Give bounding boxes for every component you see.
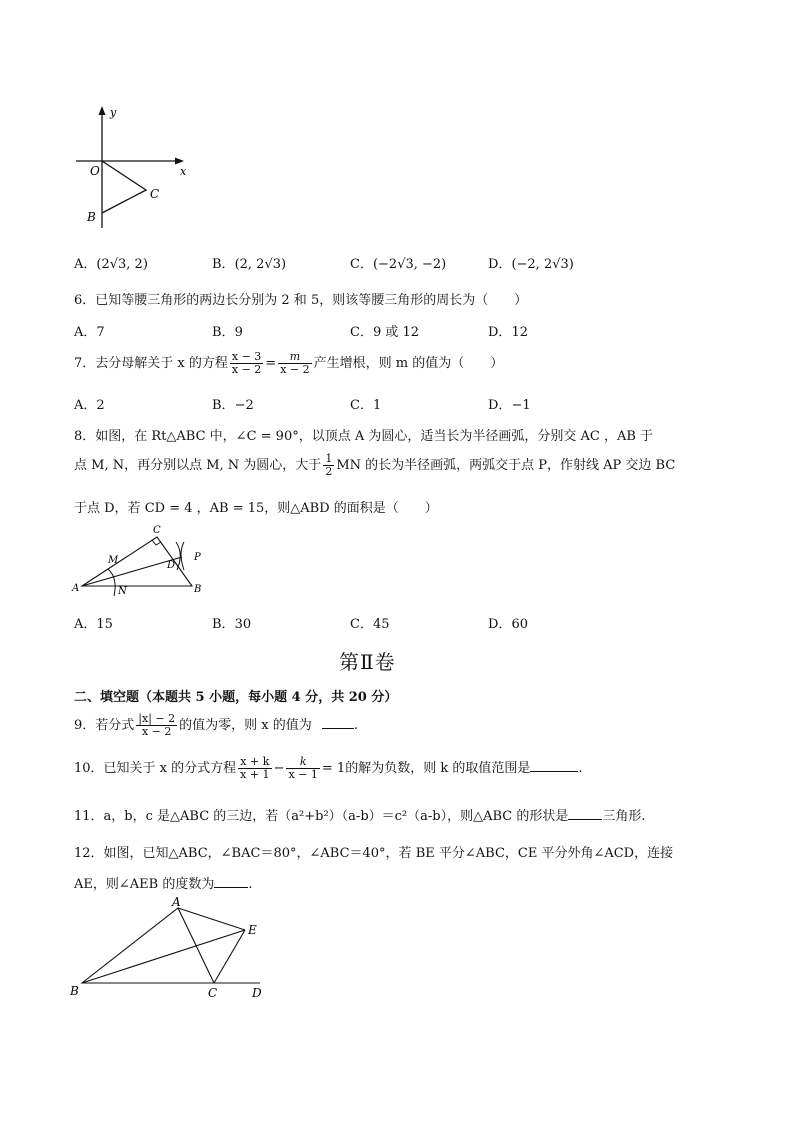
q8-triangle-figure <box>70 520 220 602</box>
label-a: A <box>172 895 181 909</box>
label-b: B <box>194 584 202 595</box>
q6-option-a[interactable]: A．7 <box>74 325 105 340</box>
label-o: O <box>90 164 100 178</box>
q6-option-d[interactable]: D．12 <box>488 325 528 340</box>
arc-p-2 <box>181 542 184 570</box>
triangle-abc <box>82 908 214 983</box>
q7-option-c[interactable]: C．1 <box>350 398 382 413</box>
q5-option-c[interactable]: C．(−2√3, −2) <box>350 257 447 272</box>
q10-stem: 10．已知关于 x 的分式方程 $\frac{x + k}{x + 1}$ − $\frac{k}{x - 1}$ = 1的解为负数，则 k 的取值范围是 . <box>74 755 583 781</box>
label-x: x <box>180 165 187 178</box>
q9-stem: 9．若分式 $\frac{|x| - 2}{x - 2}$ 的值为零，则 x 的值为 . <box>74 712 358 738</box>
label-c: C <box>208 986 218 1000</box>
label-d: D <box>167 560 176 571</box>
section-subtitle: 二、填空题（本题共 5 小题，每小题 4 分，共 20 分） <box>74 690 398 705</box>
q9-answer-blank[interactable] <box>322 716 354 729</box>
q12-triangle-figure <box>68 893 278 1005</box>
q8-option-d[interactable]: D．60 <box>488 617 528 632</box>
arc-p-1 <box>176 542 180 570</box>
q12-stem-line-2: AE，则∠AEB 的度数为 . <box>74 877 253 892</box>
q5-option-a[interactable]: A．(2√3, 2) <box>74 257 148 272</box>
q6-option-c[interactable]: C．9 或 12 <box>350 325 420 340</box>
q10-answer-blank[interactable] <box>530 759 578 772</box>
q7-fraction-1: $\frac{x - 3}{x - 2}$ <box>231 350 262 376</box>
q8-half-fraction: $\frac{1}{2}$ <box>325 452 333 478</box>
y-axis-arrow-icon <box>99 106 106 115</box>
label-d: D <box>252 986 262 1000</box>
q5-option-d-text: (−2, 2√3) <box>511 257 574 272</box>
label-a: A <box>72 583 80 594</box>
q8-option-b[interactable]: B．30 <box>212 617 252 632</box>
triangle-abc <box>82 537 192 586</box>
segment-ae <box>178 908 245 930</box>
q6-stem: 6．已知等腰三角形的两边长分别为 2 和 5，则该等腰三角形的周长为（ ） <box>74 293 528 308</box>
q9-fraction: $\frac{|x| - 2}{x - 2}$ <box>138 712 176 738</box>
q8-option-a[interactable]: A．15 <box>74 617 113 632</box>
q7-option-d[interactable]: D．−1 <box>488 398 531 413</box>
q6-option-b[interactable]: B．9 <box>212 325 243 340</box>
q8-option-c[interactable]: C．45 <box>350 617 390 632</box>
q5-option-a-text: (2√3, 2) <box>96 257 148 272</box>
q11-stem: 11．a，b，c 是△ABC 的三边，若（a²+b²）（a-b）＝c²（a-b），则△ABC 的形状是 三角形. <box>74 809 646 824</box>
label-m: M <box>108 555 119 566</box>
q5-coordinate-figure <box>70 100 200 235</box>
x-axis-arrow-icon <box>175 158 184 165</box>
label-p: P <box>194 552 201 563</box>
q7-stem: 7．去分母解关于 x 的方程 $\frac{x - 3}{x - 2}$ = $\frac{m}{x - 2}$ 产生增根，则 m 的值为（ ） <box>74 350 504 376</box>
q5-option-b[interactable]: B．(2, 2√3) <box>212 257 287 272</box>
q7-option-a[interactable]: A．2 <box>74 398 105 413</box>
q7-option-b[interactable]: B．−2 <box>212 398 254 413</box>
q12-stem-line-1: 12．如图，已知△ABC，∠BAC＝80°，∠ABC＝40°，若 BE 平分∠ABC，CE 平分外角∠ACD，连接 <box>74 846 674 861</box>
q10-fraction-1: $\frac{x + k}{x + 1}$ <box>240 755 270 781</box>
q10-fraction-2: $\frac{k}{x - 1}$ <box>288 755 318 781</box>
segment-ce <box>214 930 245 983</box>
q5-option-b-text: (2, 2√3) <box>234 257 287 272</box>
label-e: E <box>248 923 257 937</box>
triangle-obc <box>102 161 146 213</box>
q8-stem-line-3: 于点 D，若 CD = 4 ，AB = 15，则△ABD 的面积是（ ） <box>74 501 438 516</box>
q12-answer-blank[interactable] <box>214 875 248 888</box>
q5-option-c-text: (−2√3, −2) <box>372 257 447 272</box>
label-c: C <box>153 525 161 536</box>
segment-be <box>82 930 245 983</box>
q8-stem-line-1: 8．如图，在 Rt△ABC 中，∠C = 90°，以顶点 A 为圆心，适当长为半径画弧，分别交 AC ，AB 于 <box>74 429 654 444</box>
section-title: 第Ⅱ卷 <box>339 650 396 674</box>
label-b: B <box>87 210 96 224</box>
q8-stem-line-2: 点 M, N，再分别以点 M, N 为圆心，大于 $\frac{1}{2}$ MN 的长为半径画弧，两弧交于点 P，作射线 AP 交边 BC <box>74 452 676 478</box>
q7-fraction-2: $\frac{m}{x - 2}$ <box>280 350 310 376</box>
label-c: C <box>150 187 160 201</box>
label-n: N <box>118 586 127 597</box>
label-b: B <box>70 984 79 998</box>
label-y: y <box>110 106 117 119</box>
q5-option-d[interactable]: D．(−2, 2√3) <box>488 257 574 272</box>
arc-mn <box>108 569 115 596</box>
q11-answer-blank[interactable] <box>568 807 602 820</box>
